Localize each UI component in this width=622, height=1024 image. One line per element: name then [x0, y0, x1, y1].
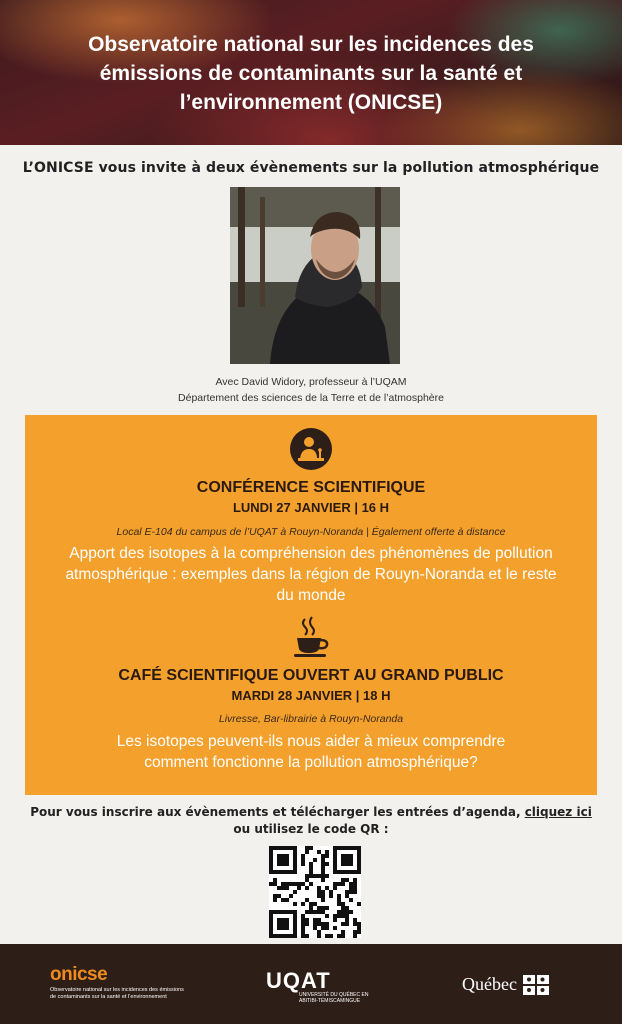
event-1-location: Local E-104 du campus de l’UQAT à Rouyn-Noranda | Également offerte à distance: [116, 526, 506, 538]
uqat-logo: [266, 968, 379, 1004]
events-panel: [25, 415, 597, 795]
coffee-cup-icon: [291, 615, 331, 664]
registration-text-after: ou utilisez le code QR :: [233, 822, 389, 836]
registration-text-before: Pour vous inscrire aux évènements et télécharger les entrées d’agenda,: [30, 805, 525, 819]
fleur-de-lis-flag-icon: [523, 975, 549, 995]
registration-text: [0, 804, 622, 838]
speaker-department: Département des sciences de la Terre et de l’atmosphère: [178, 392, 444, 404]
uqat-logo-word: UQAT: [266, 968, 331, 993]
speaker-caption: [0, 374, 622, 406]
event-2-location: Livresse, Bar-librairie à Rouyn-Noranda: [218, 713, 404, 725]
page-title: Observatoire national sur les incidences des émissions de contaminants sur la santé et l’environnement (ONICSE): [88, 33, 534, 114]
event-1-title: CONFÉRENCE SCIENTIFIQUE: [196, 479, 426, 496]
speaker-photo: [230, 187, 400, 364]
event-2-description: Les isotopes peuvent-ils nous aider à mieux comprendre comment fonctionne la pollution atmosphérique?: [116, 733, 506, 771]
register-link[interactable]: cliquez ici: [524, 805, 592, 819]
presenter-icon: [289, 427, 333, 476]
footer: [0, 944, 622, 1024]
onicse-logo-tagline: Observatoire national sur les incidences des émissions de contaminants sur la santé et l’environnement: [50, 987, 184, 1000]
intro-text: L’ONICSE vous invite à deux évènements sur la pollution atmosphérique: [22, 160, 600, 176]
event-1-description: Apport des isotopes à la compréhension des phénomènes de pollution atmosphérique : exemples dans la région de Rouyn-Noranda et le reste du monde: [65, 545, 557, 604]
onicse-logo: [50, 964, 190, 1000]
quebec-logo-word: Québec: [462, 974, 517, 994]
header-banner: [0, 0, 622, 145]
uqat-logo-tagline: UNIVERSITÉ DU QUÉBEC EN ABITIBI-TÉMISCAMINGUE: [299, 992, 369, 1004]
quebec-logo: [462, 974, 549, 995]
speaker-name: Avec David Widory, professeur à l’UQAM: [215, 376, 407, 388]
event-2-title: CAFÉ SCIENTIFIQUE OUVERT AU GRAND PUBLIC: [118, 667, 504, 684]
event-1-date: LUNDI 27 JANVIER | 16 H: [232, 500, 390, 515]
qr-code[interactable]: [269, 846, 361, 938]
onicse-logo-word: onicse: [50, 964, 108, 985]
event-2-date: MARDI 28 JANVIER | 18 H: [231, 688, 391, 703]
